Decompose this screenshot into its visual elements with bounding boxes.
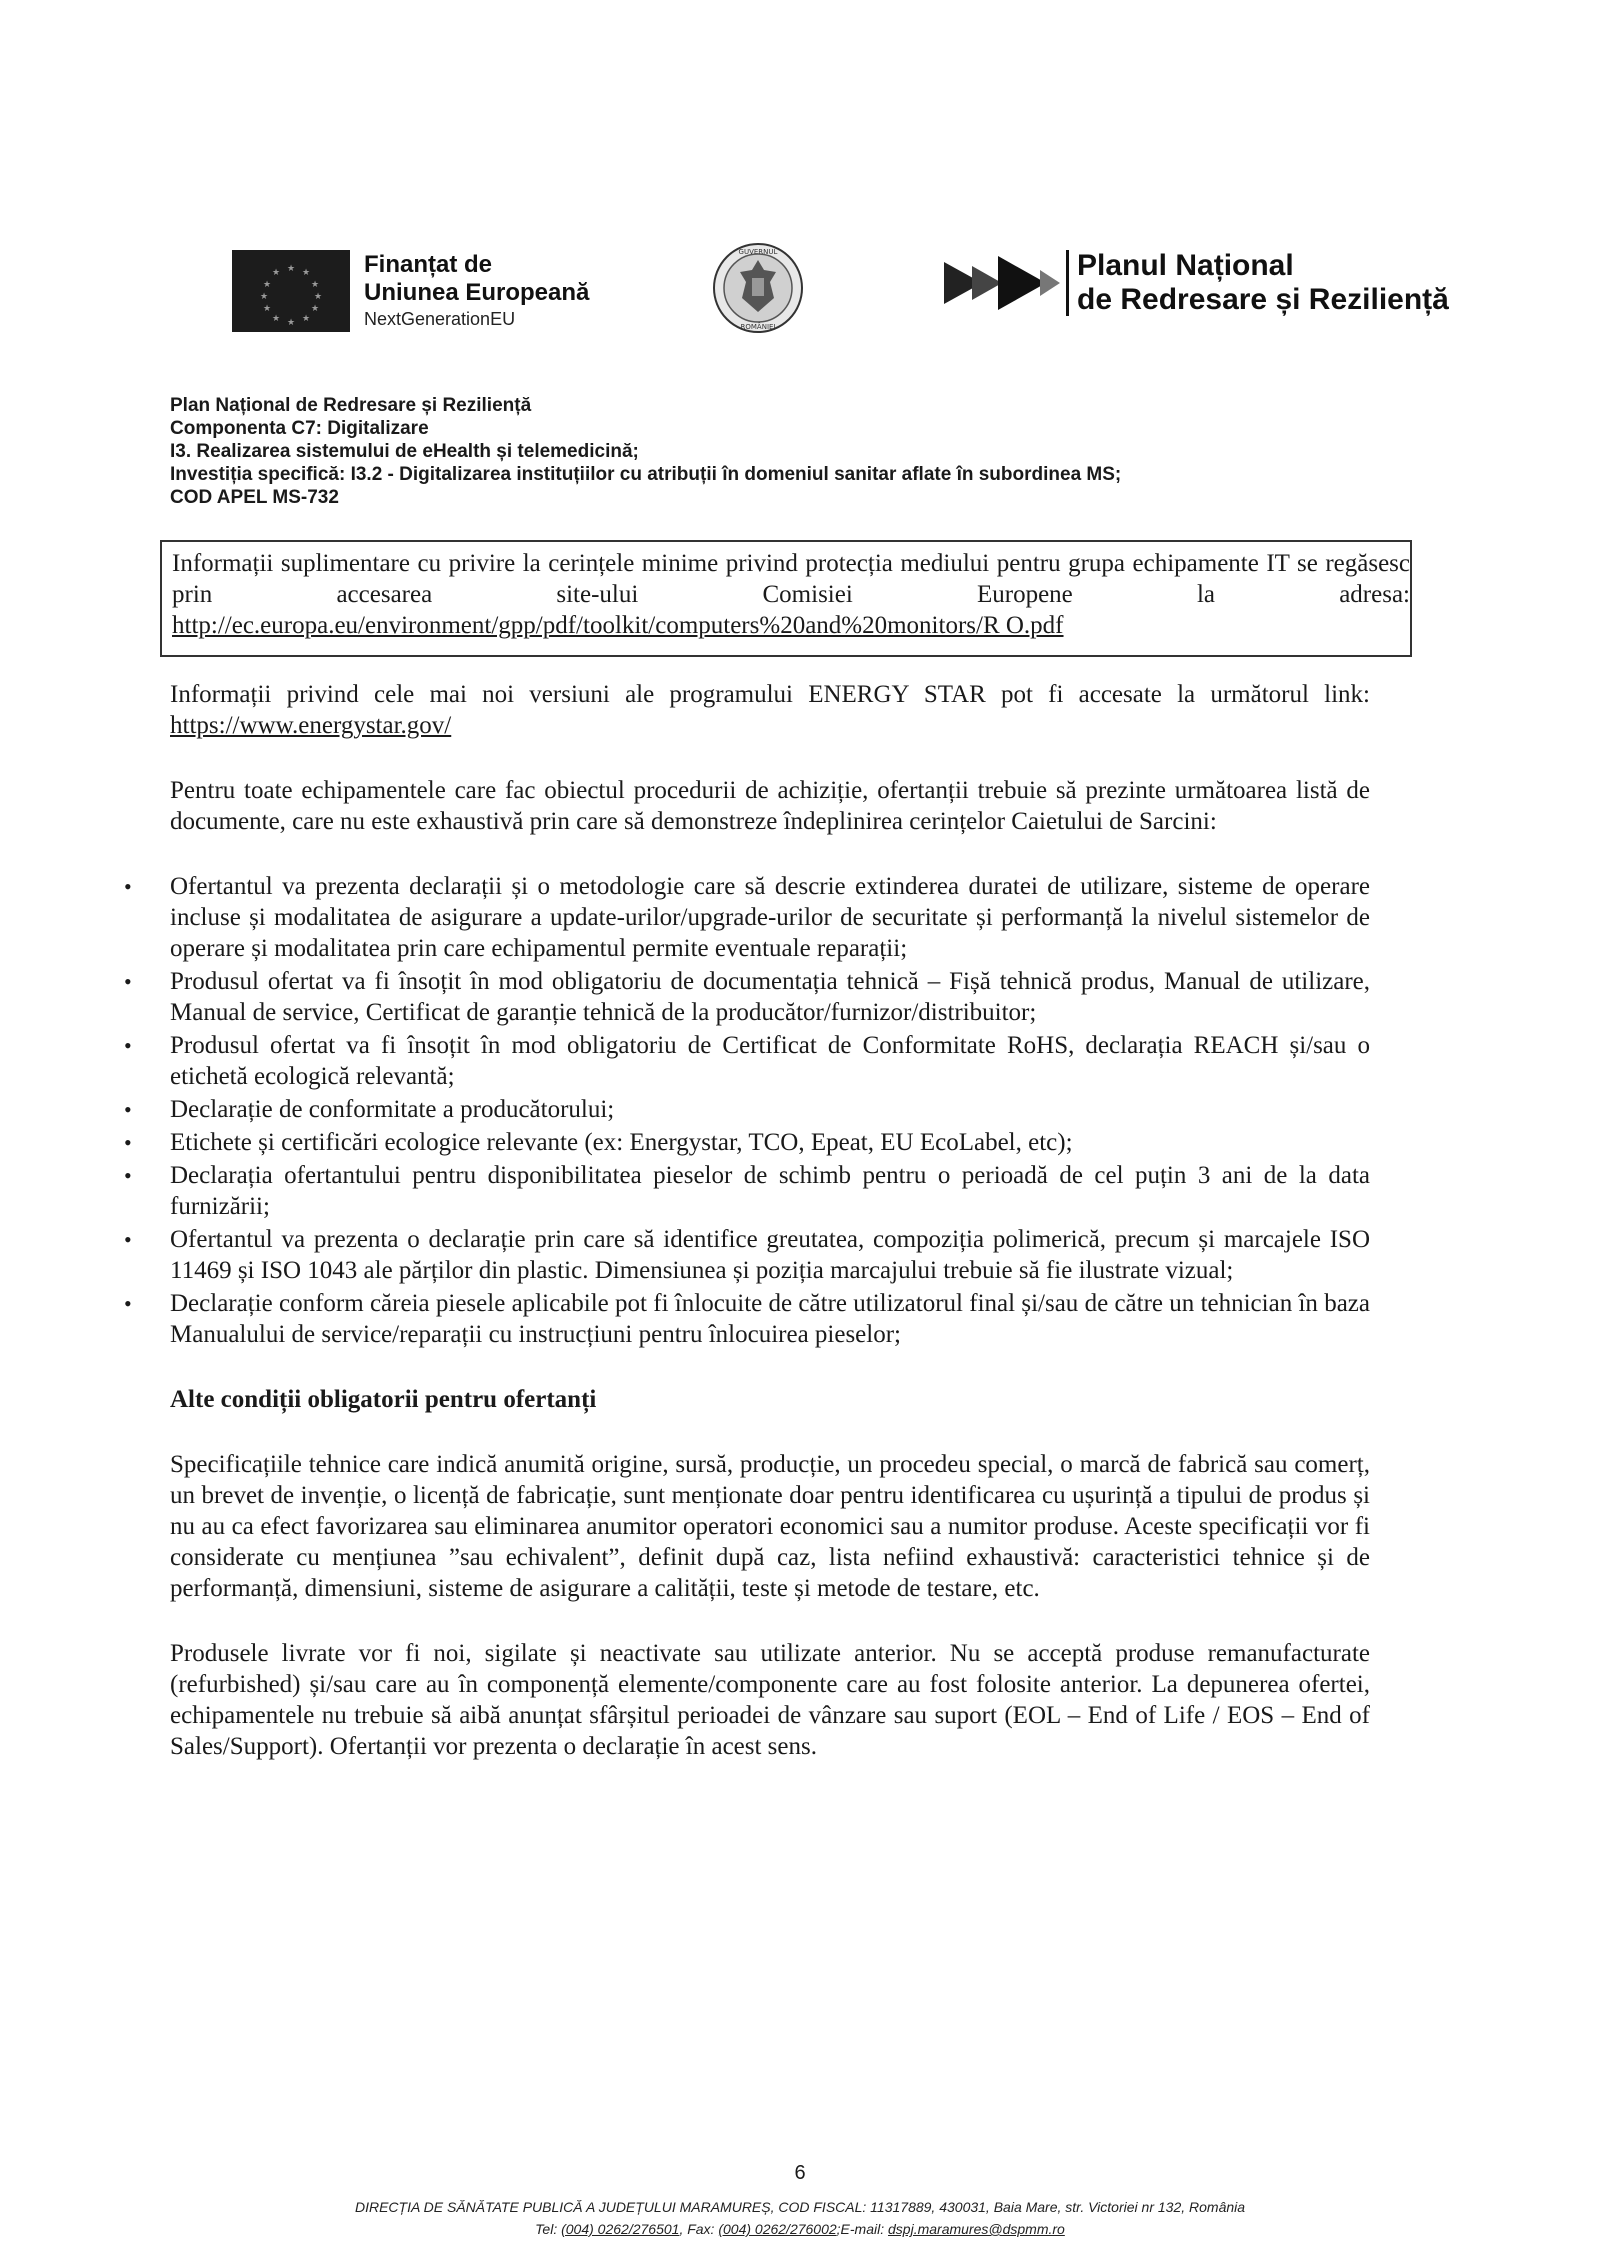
- page-number: 6: [794, 2162, 806, 2184]
- romanian-government-seal-icon: [712, 242, 804, 334]
- intro-paragraph: Pentru toate echipamentele care fac obiectul procedurii de achiziție, ofertanții trebuie să prezinte următoarea listă de documente, care nu este exhaustivă prin care să demonstreze îndeplinirea cerințelor Caietului de Sarcini:: [170, 777, 1370, 835]
- footer-email-label: ;E-mail:: [836, 2221, 885, 2237]
- footer-address: DIRECȚIA DE SĂNĂTATE PUBLICĂ A JUDEȚULUI MARAMUREȘ, COD FISCAL: 11317889, 430031, Baia Mare, str. Victoriei nr 132, România: [354, 2199, 1246, 2215]
- pnrr-logo: [942, 248, 1449, 318]
- svg-text:GUVERNUL: GUVERNUL: [738, 248, 778, 256]
- info-box: [160, 540, 1412, 657]
- list-item: • Produsul ofertat va fi însoțit în mod obligatoriu de Certificat de Conformitate RoHS, declarația REACH și/sau o etichetă ecologică relevantă;: [170, 1030, 1370, 1092]
- footer-email[interactable]: dspj.maramures@dspmm.ro: [888, 2221, 1065, 2237]
- footer-fax-label: , Fax:: [679, 2221, 715, 2237]
- header-logos: [232, 240, 1452, 350]
- meta-plan: Plan Național de Redresare și Reziliență: [170, 395, 532, 416]
- list-item: • Produsul ofertat va fi însoțit în mod obligatoriu de documentația tehnică – Fișă tehnică produs, Manual de utilizare, Manual de service, Certificat de garanție tehnică de la producător/furnizor/distribuitor;: [170, 966, 1370, 1028]
- energy-star-paragraph: [170, 679, 1370, 741]
- list-item: • Declarația ofertantului pentru disponibilitatea pieselor de schimb pentru o perioadă de cel puțin 3 ani de la data furnizării;: [170, 1160, 1370, 1222]
- meta-reform: I3. Realizarea sistemului de eHealth și telemedicină;: [170, 441, 639, 462]
- project-meta: [170, 394, 1470, 509]
- eu-logo-text: [364, 251, 589, 331]
- meta-investment: Investiția specifică: I3.2 - Digitalizarea instituțiilor cu atribuții în domeniul sanitar aflate în subordinea MS;: [170, 464, 1122, 485]
- footer: [0, 2196, 1600, 2240]
- eu-logo-line1: Finanțat de: [364, 251, 493, 278]
- list-item: • Declarație de conformitate a producătorului;: [170, 1094, 1370, 1125]
- pnrr-logo-text: [1077, 249, 1449, 317]
- svg-text:ROMÂNIEI: ROMÂNIEI: [740, 323, 776, 331]
- eu-flag-icon: ★ ★ ★ ★ ★ ★ ★ ★ ★ ★ ★ ★: [232, 250, 350, 332]
- pnrr-arrows-icon: [942, 248, 1062, 318]
- pnrr-logo-line2: de Redresare și Reziliență: [1077, 283, 1449, 316]
- list-item: • Ofertantul va prezenta declarații și o metodologie care să descrie extinderea duratei de utilizare, sisteme de operare incluse și modalitatea de asigurare a update-urilor/upgrade-urilor de securitate și performanță la nivelul sistemelor de operare și modalitatea prin care echipamentul permite eventuale reparații;: [170, 871, 1370, 964]
- list-item: • Etichete și certificări ecologice relevante (ex: Energystar, TCO, Epeat, EU EcoLabel, etc);: [170, 1127, 1370, 1158]
- meta-component: Componenta C7: Digitalizare: [170, 418, 429, 439]
- footer-contact: [0, 2218, 1600, 2240]
- energy-star-link[interactable]: https://www.energystar.gov/: [170, 712, 452, 739]
- meta-call-code: COD APEL MS-732: [170, 487, 339, 508]
- eu-funding-logo: [232, 250, 589, 332]
- footer-fax[interactable]: (004) 0262/276002: [718, 2221, 837, 2237]
- document-body: [170, 540, 1410, 1796]
- new-products-paragraph: Produsele livrate vor fi noi, sigilate și neactivate sau utilizate anterior. Nu se acceptă produse remanufacturate (refurbished) și/sau care au în componență elemente/componente care au fost folosite anterior. La depunerea ofertei, echipamentele nu trebuie să aibă anunțat sfârșitul perioadei de vânzare sau suport (EOL – End of Life / EOS – End of Sales/Support). Ofertanții vor prezenta o declarație în acest sens.: [170, 1640, 1370, 1760]
- footer-tel[interactable]: (004) 0262/276501: [561, 2221, 680, 2237]
- eu-gpp-link[interactable]: http://ec.europa.eu/environment/gpp/pdf/toolkit/computers%20and%20monitors/R O.pdf: [172, 612, 1064, 639]
- list-item: • Declarație conform căreia piesele aplicabile pot fi înlocuite de către utilizatorul final și/sau de către un tehnician în baza Manualului de service/reparații cu instrucțiuni pentru înlocuirea pieselor;: [170, 1288, 1370, 1350]
- footer-tel-label: Tel:: [535, 2221, 558, 2237]
- section-title: Alte condiții obligatorii pentru ofertanți: [170, 1386, 597, 1413]
- pnrr-logo-line1: Planul Național: [1077, 249, 1294, 282]
- energy-star-text: Informații privind cele mai noi versiuni ale programului ENERGY STAR pot fi accesate la următorul link:: [170, 681, 1370, 708]
- eu-logo-line3: NextGenerationEU: [364, 309, 516, 329]
- specifications-paragraph: Specificațiile tehnice care indică anumită origine, sursă, producție, un procedeu special, o marcă de fabrică sau comerț, un brevet de invenție, o licență de fabricație, sunt menționate doar pentru identificarea cu ușurință a tipului de produs și nu au ca efect favorizarea sau eliminarea anumitor operatori economici sau a numitor produse. Aceste specificații vor fi considerate cu mențiunea ”sau echivalent”, definit după caz, lista nefiind exhaustivă: caracteristici tehnice și de performanță, dimensiuni, sisteme de asigurare a calității, teste și metode de testare, etc.: [170, 1451, 1370, 1602]
- pnrr-logo-divider: [1066, 250, 1069, 316]
- eu-logo-line2: Uniunea Europeană: [364, 279, 590, 306]
- required-documents-list: [170, 871, 1370, 1350]
- info-box-text: Informații suplimentare cu privire la cerințele minime privind protecția mediului pentru grupa echipamente IT se regăsesc prin accesarea site-ului Comisiei Europene la adresa:: [172, 550, 1410, 608]
- list-item: • Ofertantul va prezenta o declarație prin care să identifice greutatea, compoziția polimerică, precum și marcajele ISO 11469 și ISO 1043 ale părților din plastic. Dimensiunea și poziția marcajului trebuie să fie ilustrate vizual;: [170, 1224, 1370, 1286]
